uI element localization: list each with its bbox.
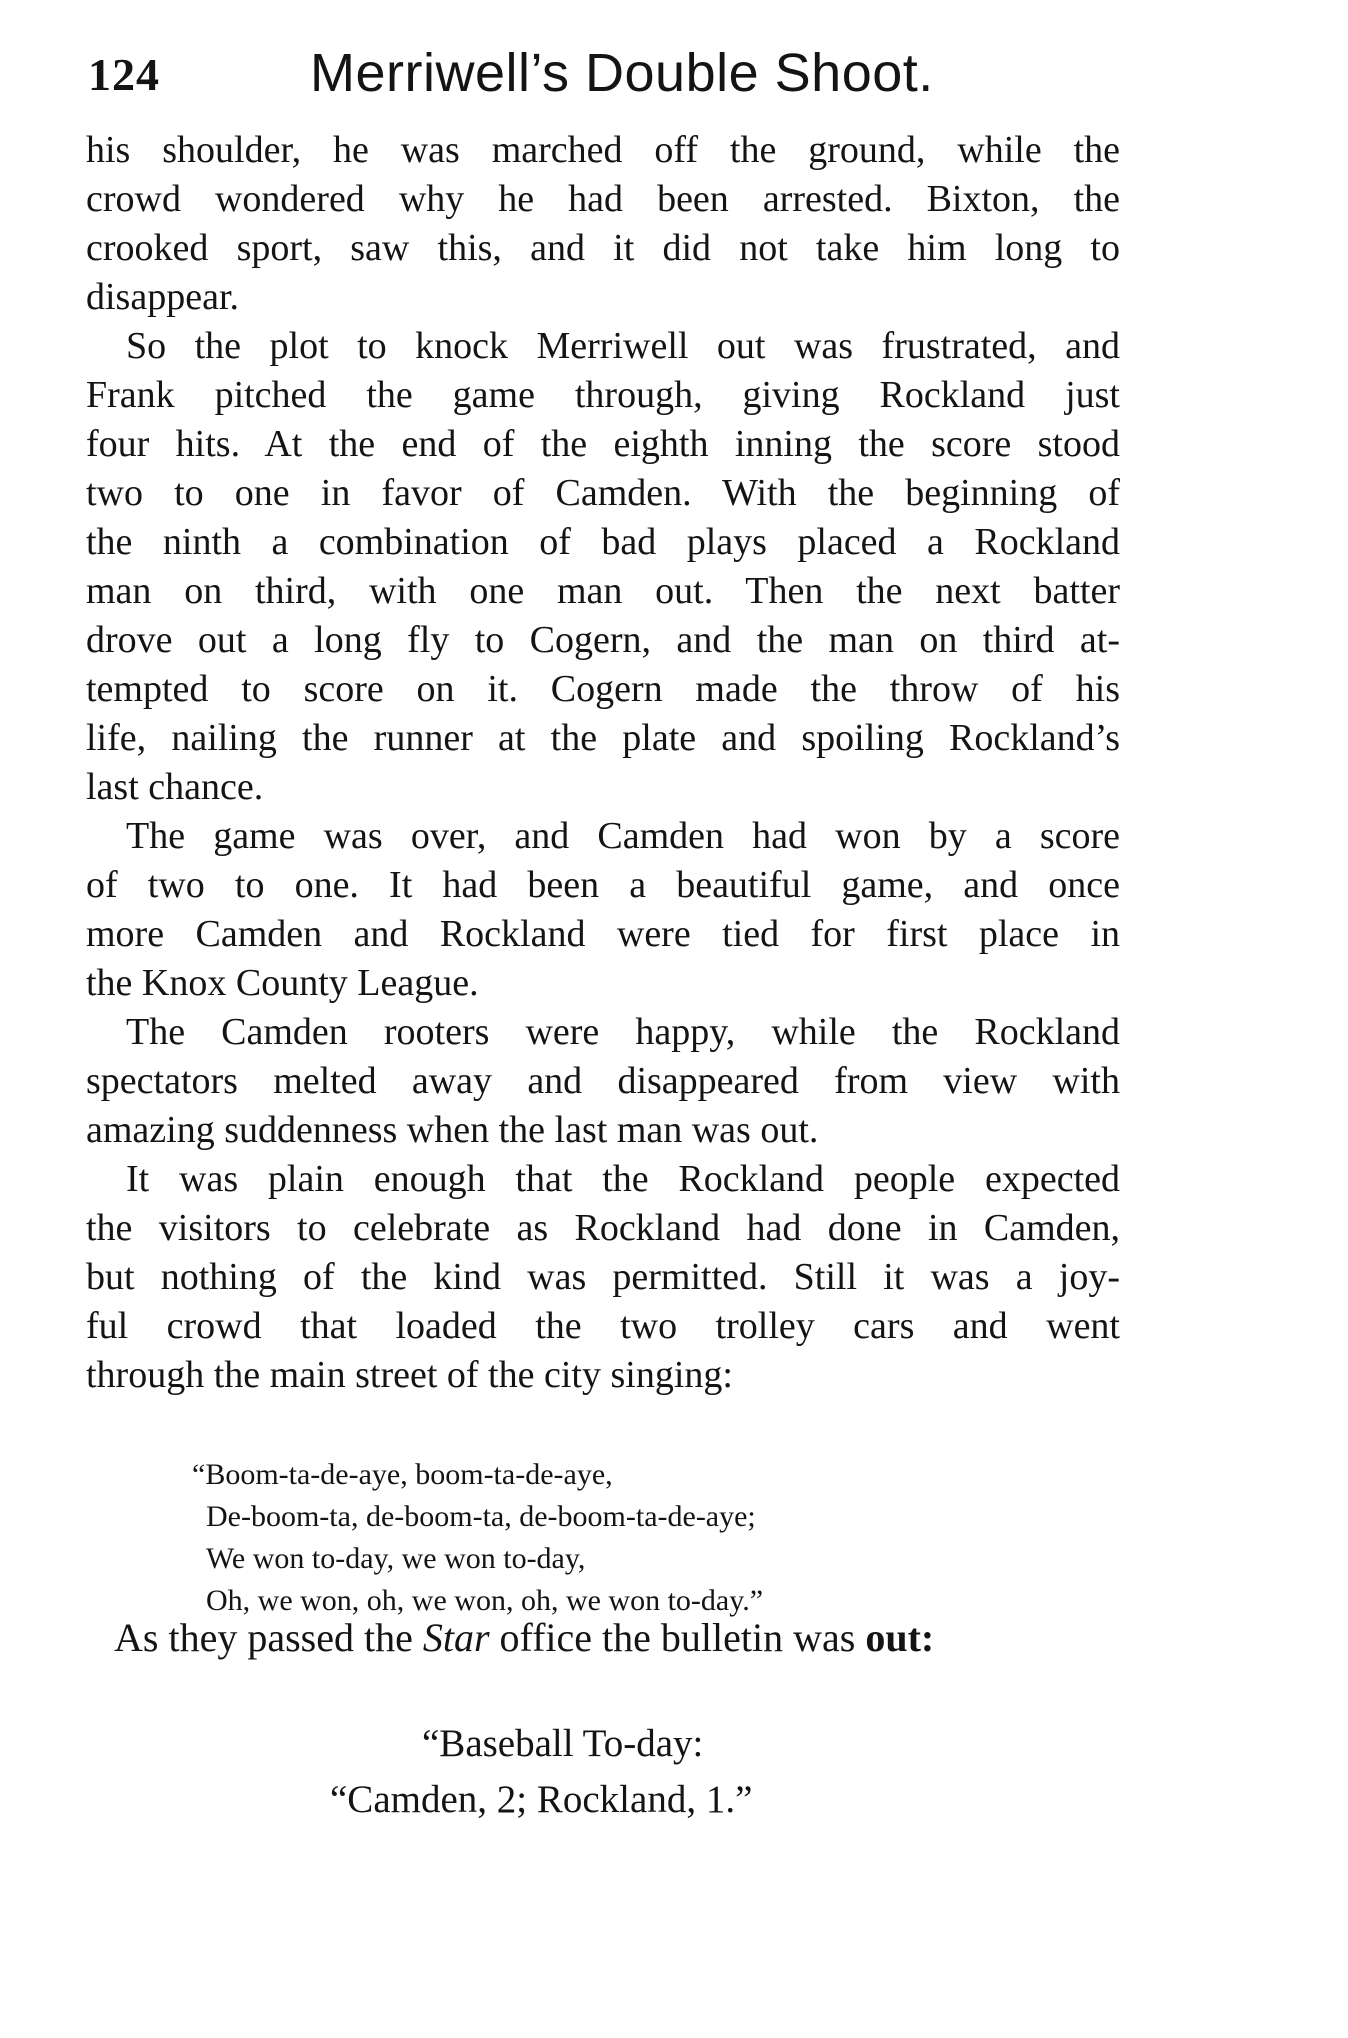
text-line: through the main street of the city singing: xyxy=(86,1354,733,1396)
paragraph-3 xyxy=(86,812,1120,1008)
paragraph-1 xyxy=(86,126,1120,322)
text-line: tempted to score on it. Cogern made the throw of his xyxy=(86,668,1120,710)
text-line: drove out a long fly to Cogern, and the man on third at- xyxy=(86,619,1120,661)
text-line: but nothing of the kind was permitted. Still it was a joy- xyxy=(86,1256,1120,1298)
running-title: Merriwell’s Double Shoot. xyxy=(310,43,934,103)
text-line: of two to one. It had been a beautiful game, and once xyxy=(86,864,1120,906)
verse-line: “Boom-ta-de-aye, boom-ta-de-aye, xyxy=(192,1458,613,1491)
body-text xyxy=(86,126,1120,1400)
bulletin-intro-tail: out: xyxy=(865,1615,935,1660)
text-line: spectators melted away and disappeared from view with xyxy=(86,1060,1120,1102)
text-line: disappear. xyxy=(86,276,240,318)
text-line: four hits. At the end of the eighth inning the score stood xyxy=(86,423,1120,465)
text-line: So the plot to knock Merriwell out was frustrated, and xyxy=(126,325,1120,367)
text-line: The game was over, and Camden had won by a score xyxy=(126,815,1120,857)
text-line: his shoulder, he was marched off the ground, while the xyxy=(86,129,1120,171)
text-line: the ninth a combination of bad plays placed a Rockland xyxy=(86,521,1120,563)
text-line: amazing suddenness when the last man was out. xyxy=(86,1109,819,1151)
bulletin-intro-text: As they passed the xyxy=(114,1615,423,1660)
text-line: It was plain enough that the Rockland people expected xyxy=(126,1158,1120,1200)
paragraph-5 xyxy=(86,1155,1120,1400)
page-number: 124 xyxy=(88,49,160,100)
bulletin-intro xyxy=(114,1614,934,1661)
text-line: last chance. xyxy=(86,766,264,808)
bulletin-text xyxy=(330,1716,930,1828)
newspaper-name: Star xyxy=(422,1615,490,1660)
text-line: the visitors to celebrate as Rockland had done in Camden, xyxy=(86,1207,1120,1249)
page-header xyxy=(88,42,1148,114)
bulletin-line: “Camden, 2; Rockland, 1.” xyxy=(330,1778,753,1821)
verse-line: Oh, we won, oh, we won, oh, we won to-day.” xyxy=(206,1584,764,1617)
text-line: two to one in favor of Camden. With the beginning of xyxy=(86,472,1120,514)
bulletin-intro-text: office the bulletin was xyxy=(489,1615,866,1660)
text-line: crooked sport, saw this, and it did not take him long to xyxy=(86,227,1120,269)
verse-line: De-boom-ta, de-boom-ta, de-boom-ta-de-aye; xyxy=(206,1500,756,1533)
paragraph-4 xyxy=(86,1008,1120,1155)
text-line: The Camden rooters were happy, while the Rockland xyxy=(126,1011,1120,1053)
song-verse xyxy=(192,1454,992,1622)
verse-line: We won to-day, we won to-day, xyxy=(206,1542,586,1575)
text-line: Frank pitched the game through, giving Rockland just xyxy=(86,374,1120,416)
bulletin-line: “Baseball To-day: xyxy=(422,1722,704,1765)
text-line: crowd wondered why he had been arrested. Bixton, the xyxy=(86,178,1120,220)
text-line: the Knox County League. xyxy=(86,962,479,1004)
text-line: more Camden and Rockland were tied for first place in xyxy=(86,913,1120,955)
text-line: ful crowd that loaded the two trolley cars and went xyxy=(86,1305,1120,1347)
text-line: life, nailing the runner at the plate and spoiling Rockland’s xyxy=(86,717,1120,759)
paragraph-2 xyxy=(86,322,1120,812)
text-line: man on third, with one man out. Then the next batter xyxy=(86,570,1120,612)
